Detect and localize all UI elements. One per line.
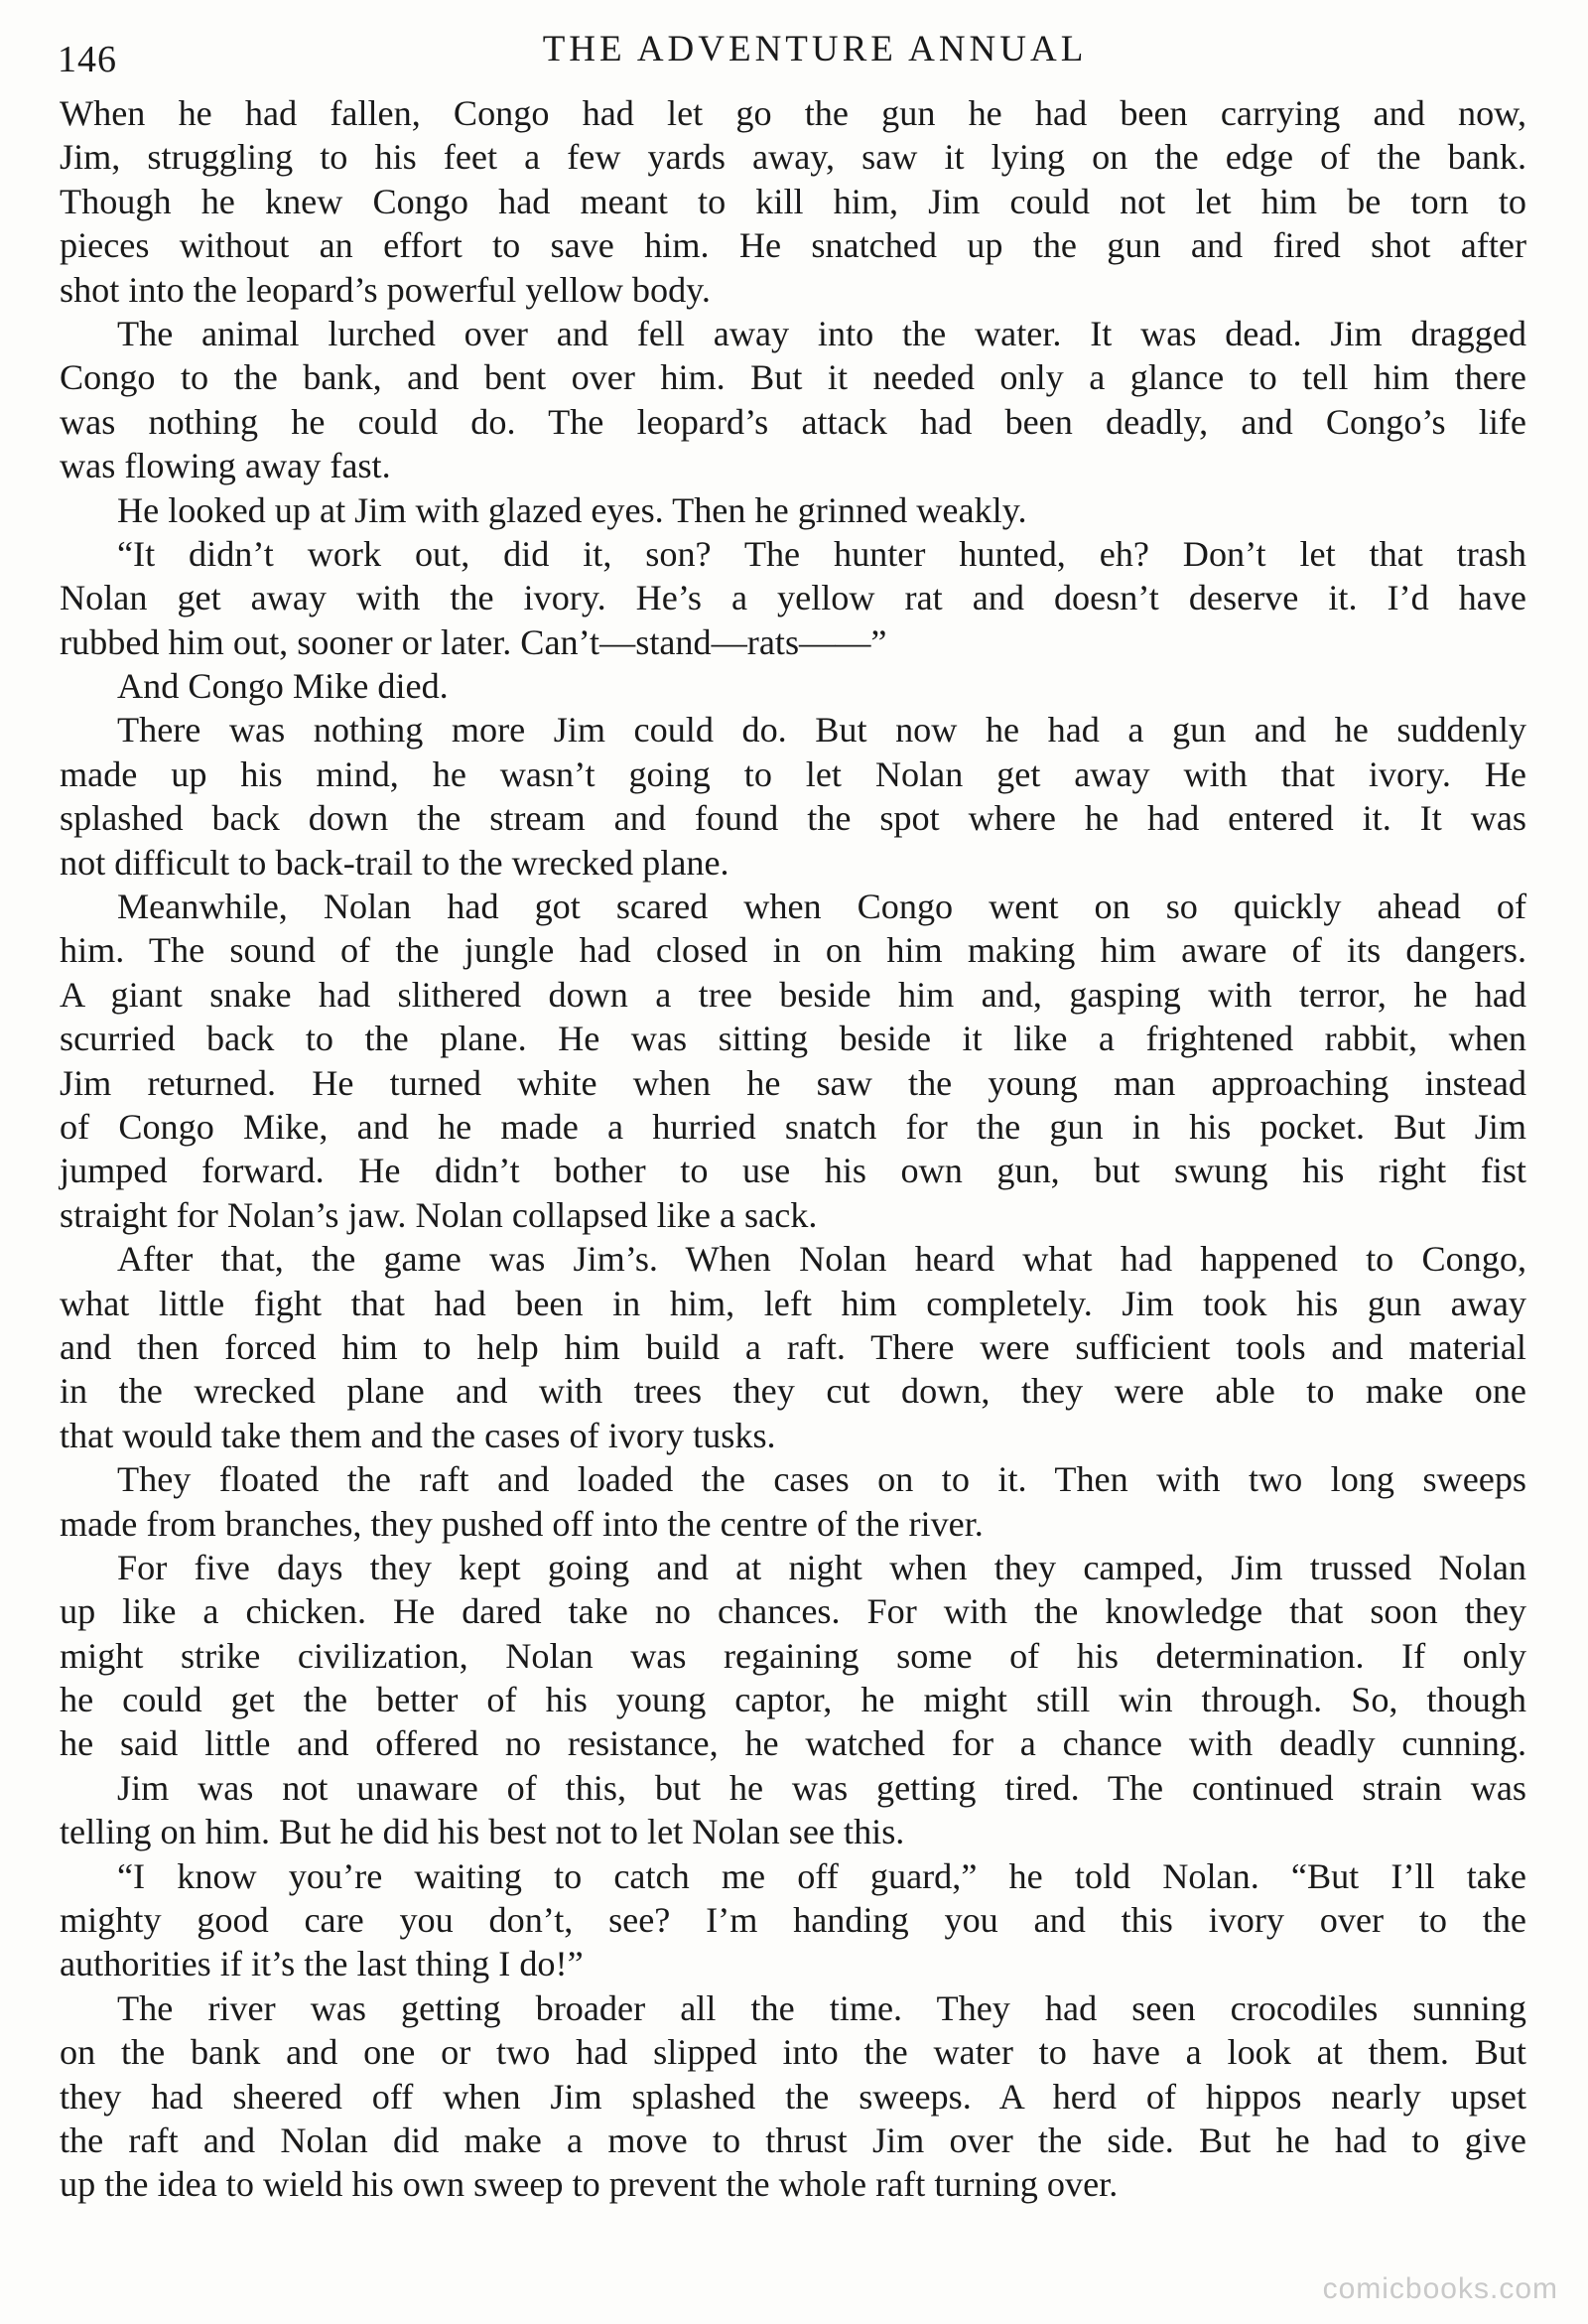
- text-line: made up his mind, he wasn’t going to let Nolan get away with that ivory. He: [60, 753, 1526, 794]
- text-line: up the idea to wield his own sweep to prevent the whole raft turning over.: [60, 2164, 1119, 2205]
- text-line: “It didn’t work out, did it, son? The hunter hunted, eh? Don’t let that trash: [117, 533, 1526, 574]
- text-line: he could get the better of his young captor, he might still win through. So, though: [60, 1680, 1526, 1720]
- text-line: The animal lurched over and fell away into the water. It was dead. Jim dragged: [117, 313, 1526, 353]
- text-line: When he had fallen, Congo had let go the gun he had been carrying and now,: [60, 93, 1526, 133]
- text-line: Though he knew Congo had meant to kill him, Jim could not let him be torn to: [60, 181, 1526, 221]
- running-title: THE ADVENTURE ANNUAL: [542, 29, 1088, 69]
- text-line: jumped forward. He didn’t bother to use his own gun, but swung his right fist: [60, 1151, 1526, 1191]
- text-line: After that, the game was Jim’s. When Nolan heard what had happened to Congo,: [117, 1239, 1526, 1280]
- text-line: the raft and Nolan did make a move to thrust Jim over the side. But he had to give: [60, 2119, 1526, 2160]
- text-line: might strike civilization, Nolan was regaining some of his determination. If only: [60, 1635, 1526, 1676]
- text-line: Jim, struggling to his feet a few yards away, saw it lying on the edge of the bank.: [60, 137, 1526, 178]
- text-line: Congo to the bank, and bent over him. But it needed only a glance to tell him there: [60, 357, 1526, 398]
- text-line: For five days they kept going and at night when they camped, Jim trussed Nolan: [117, 1547, 1526, 1587]
- text-line: There was nothing more Jim could do. But now he had a gun and he suddenly: [117, 710, 1526, 751]
- text-line: telling on him. But he did his best not to let Nolan see this.: [60, 1812, 905, 1852]
- text-line: pieces without an effort to save him. He snatched up the gun and fired shot after: [60, 225, 1526, 266]
- page-number: 146: [58, 39, 117, 80]
- text-line: they had sheered off when Jim splashed the sweeps. A herd of hippos nearly upset: [60, 2076, 1526, 2117]
- text-line: what little fight that had been in him, left him completely. Jim took his gun away: [60, 1283, 1526, 1323]
- text-line: Nolan get away with the ivory. He’s a yellow rat and doesn’t deserve it. I’d have: [60, 578, 1526, 618]
- text-line: straight for Nolan’s jaw. Nolan collapsed like a sack.: [60, 1194, 818, 1235]
- text-line: And Congo Mike died.: [117, 666, 449, 707]
- text-line: They floated the raft and loaded the cases on to it. Then with two long sweeps: [117, 1459, 1526, 1500]
- text-line: that would take them and the cases of ivory tusks.: [60, 1415, 776, 1455]
- watermark: comicbooks.com: [1322, 2272, 1558, 2305]
- text-line: The river was getting broader all the time. They had seen crocodiles sunning: [117, 1987, 1526, 2028]
- text-line: Jim returned. He turned white when he saw the young man approaching instead: [60, 1062, 1526, 1103]
- text-line: was flowing away fast.: [60, 446, 391, 486]
- text-line: scurried back to the plane. He was sitting beside it like a frightened rabbit, when: [60, 1019, 1526, 1059]
- page-header: [50, 26, 1528, 80]
- text-line: him. The sound of the jungle had closed in on him making him aware of its dangers.: [60, 930, 1526, 971]
- text-line: he said little and offered no resistance, he watched for a chance with deadly cunning.: [60, 1723, 1526, 1764]
- text-line: made from branches, they pushed off into the centre of the river.: [60, 1503, 984, 1544]
- story-body: [60, 91, 1526, 2207]
- text-line: was nothing he could do. The leopard’s attack had been deadly, and Congo’s life: [60, 401, 1526, 442]
- text-line: Jim was not unaware of this, but he was getting tired. The continued strain was: [117, 1767, 1526, 1808]
- text-line: mighty good care you don’t, see? I’m handing you and this ivory over to the: [60, 1900, 1526, 1941]
- text-line: “I know you’re waiting to catch me off guard,” he told Nolan. “But I’ll take: [117, 1855, 1526, 1896]
- text-line: rubbed him out, sooner or later. Can’t—stand—rats——”: [60, 621, 887, 662]
- text-line: authorities if it’s the last thing I do!”: [60, 1944, 584, 1984]
- text-line: A giant snake had slithered down a tree beside him and, gasping with terror, he had: [60, 974, 1526, 1015]
- text-line: He looked up at Jim with glazed eyes. Then he grinned weakly.: [117, 489, 1027, 530]
- text-line: shot into the leopard’s powerful yellow body.: [60, 269, 711, 310]
- text-line: Meanwhile, Nolan had got scared when Congo went on so quickly ahead of: [117, 887, 1526, 927]
- text-line: up like a chicken. He dared take no chances. For with the knowledge that soon they: [60, 1591, 1526, 1632]
- text-line: not difficult to back-trail to the wrecked plane.: [60, 842, 729, 883]
- text-line: on the bank and one or two had slipped into the water to have a look at them. But: [60, 2032, 1526, 2073]
- text-line: splashed back down the stream and found the spot where he had entered it. It was: [60, 798, 1526, 839]
- text-line: and then forced him to help him build a raft. There were sufficient tools and material: [60, 1326, 1526, 1367]
- text-line: in the wrecked plane and with trees they cut down, they were able to make one: [60, 1371, 1526, 1412]
- text-line: of Congo Mike, and he made a hurried snatch for the gun in his pocket. But Jim: [60, 1106, 1526, 1147]
